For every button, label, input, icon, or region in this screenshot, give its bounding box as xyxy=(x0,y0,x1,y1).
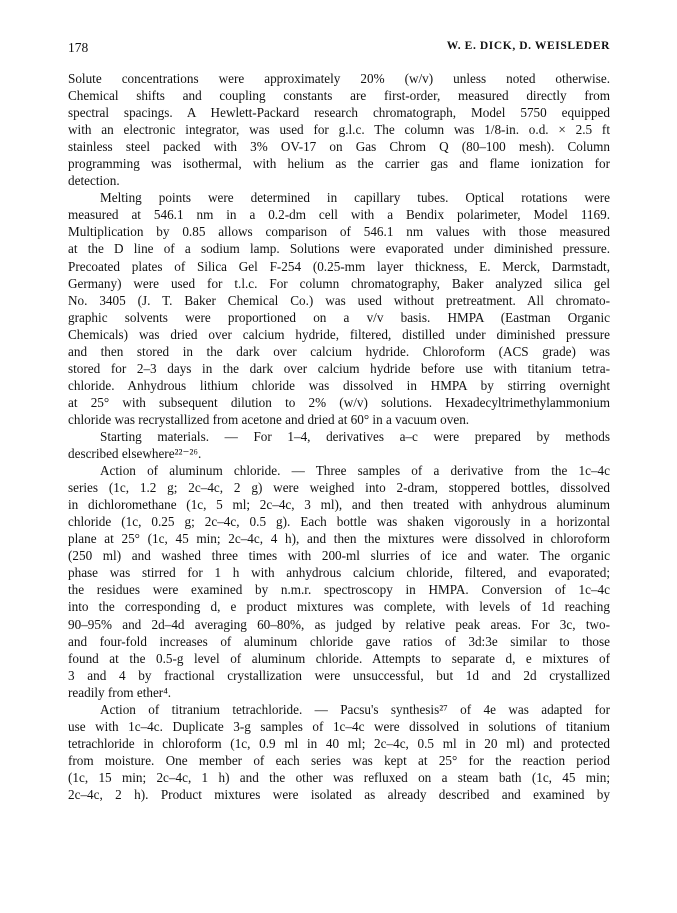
text-line: tetrachloride in chloroform (1c, 0.9 ml in 40 ml; 2c–4c, 0.5 ml in 20 ml) and protected xyxy=(68,735,610,751)
text-line: at the D line of a sodium lamp. Solutions were evaporated under diminished pressure. xyxy=(68,241,610,257)
text-line: No. 3405 (J. T. Baker Chemical Co.) was used without pretreatment. All chromato- xyxy=(68,292,610,308)
text-line: spectral spacings. A Hewlett-Packard research chromatograph, Model 5750 equipped xyxy=(68,105,610,121)
text-line: Germany) were used for t.l.c. For column chromatography, Baker analyzed silica gel xyxy=(68,275,610,291)
text-line: Multiplication by 0.85 allows comparison of 546.1 nm values with those measured xyxy=(68,224,610,240)
text-line: series (1c, 1.2 g; 2c–4c, 2 g) were weighed into 2-dram, stoppered bottles, dissolved xyxy=(68,480,610,496)
text-line: detection. xyxy=(68,173,120,189)
text-line: Chemicals) was dried over calcium hydride, filtered, distilled under diminished pressure xyxy=(68,326,610,342)
page-number: 178 xyxy=(68,40,89,55)
page-header xyxy=(68,40,610,58)
text-line: into the corresponding d, e product mixtures was complete, with levels of 1d reaching xyxy=(68,599,610,615)
text-line: found at the 0.5-g level of aluminum chloride. Attempts to separate d, e mixtures of xyxy=(68,650,610,666)
text-line: 3 and 4 by fractional crystallization were unsuccessful, but 1d and 2d crystallized xyxy=(68,667,610,683)
text-line: phase was stirred for 1 h with anhydrous calcium chloride, filtered, and evaporated; xyxy=(68,565,610,581)
text-line: chloride. Anhydrous lithium chloride was dissolved in HMPA by stirring overnight xyxy=(68,377,610,393)
text-line: stainless steel packed with 3% OV-17 on Gas Chrom Q (80–100 mesh). Column xyxy=(68,139,610,155)
text-line: plane at 25° (1c, 45 min; 2c–4c, 4 h), and then the mixtures were dissolved in chloroform xyxy=(68,531,610,547)
text-line: 2c–4c, 2 h). Product mixtures were isolated as already described and examined by xyxy=(68,786,610,802)
body-text xyxy=(68,70,610,803)
text-line: the residues were examined by n.m.r. spectroscopy in HMPA. Conversion of 1c–4c xyxy=(68,582,610,598)
text-line: at 25° with subsequent dilution to 2% (w/v) solutions. Hexadecyltrimethylammonium xyxy=(68,394,610,410)
running-head-authors: W. E. DICK, D. WEISLEDER xyxy=(446,40,610,52)
text-line: in dichloromethane (1c, 5 ml; 2c–4c, 3 ml), and then treated with anhydrous aluminum xyxy=(68,497,610,513)
text-line: Solute concentrations were approximately 20% (w/v) unless noted otherwise. xyxy=(68,71,610,86)
text-line: with an electronic integrator, was used for g.l.c. The column was 1/8-in. o.d. × 2.5 ft xyxy=(68,122,610,138)
text-line: programming was isothermal, with helium as the carrier gas and flame ionization for xyxy=(68,156,610,172)
text-line: stored for 2–3 days in the dark over calcium hydride before use with titanium tetra- xyxy=(68,360,610,376)
text-line: Starting materials. — For 1–4, derivatives a–c were prepared by methods xyxy=(100,428,610,444)
text-line: and four-fold increases of aluminum chloride gave ratios of 3d:3e similar to those xyxy=(68,633,610,649)
text-line: chloride (1c, 0.25 g; 2c–4c, 0.5 g). Each bottle was shaken vigorously in a horizontal xyxy=(68,514,610,530)
text-line: Melting points were determined in capillary tubes. Optical rotations were xyxy=(100,190,610,206)
text-line: graphic solvents were proportioned on a v/v basis. HMPA (Eastman Organic xyxy=(68,309,610,325)
text-line: (1c, 15 min; 2c–4c, 1 h) and the other was refluxed on a steam bath (1c, 45 min; xyxy=(68,769,610,785)
text-line: Action of aluminum chloride. — Three samples of a derivative from the 1c–4c xyxy=(100,463,610,479)
text-line: chloride was recrystallized from acetone and dried at 60° in a vacuum oven. xyxy=(68,411,470,427)
text-line: measured at 546.1 nm in a 0.2-dm cell with a Bendix polarimeter, Model 1169. xyxy=(68,207,610,223)
text-line: (250 ml) and washed three times with 200-ml slurries of ice and water. The organic xyxy=(68,548,610,564)
text-line: Chemical shifts and coupling constants are first-order, measured directly from xyxy=(68,88,610,104)
text-line: Action of titranium tetrachloride. — Pacsu's synthesis²⁷ of 4e was adapted for xyxy=(100,701,610,717)
text-line: from moisture. One member of each series was kept at 25° for the reaction period xyxy=(68,752,610,768)
text-line: Precoated plates of Silica Gel F-254 (0.25-mm layer thickness, E. Merck, Darmstadt, xyxy=(68,258,610,274)
text-line: 90–95% and 2d–4d averaging 60–80%, as judged by relative peak areas. For 3c, two- xyxy=(68,616,610,632)
text-line: use with 1c–4c. Duplicate 3-g samples of 1c–4c were dissolved in solutions of titanium xyxy=(68,718,610,734)
text-line: and then stored in the dark over calcium hydride. Chloroform (ACS grade) was xyxy=(68,343,610,359)
text-line: readily from ether⁴. xyxy=(68,684,172,700)
text-line: described elsewhere²²⁻²⁶. xyxy=(68,446,202,462)
